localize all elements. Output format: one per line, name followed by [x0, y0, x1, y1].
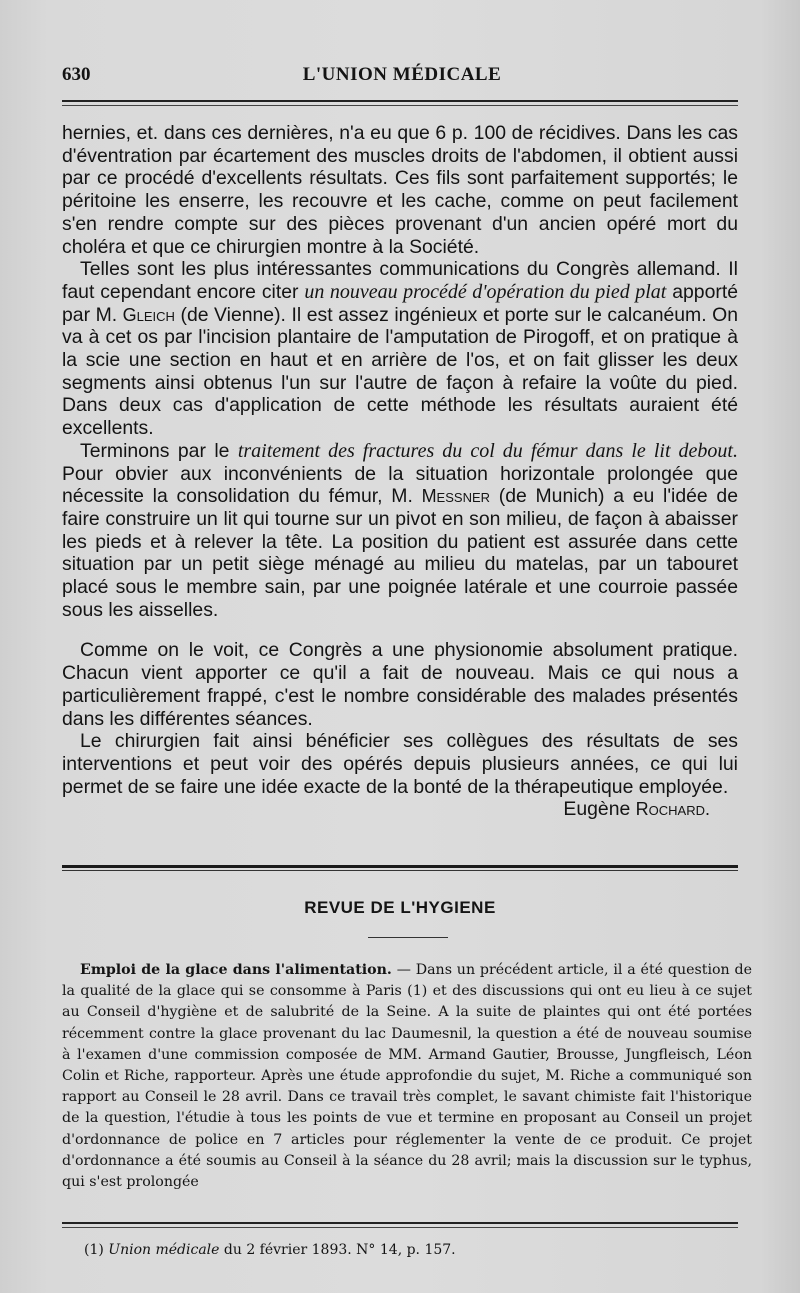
italic-title: un nouveau procédé d'opération du pied plat — [304, 280, 667, 303]
header-rule — [62, 100, 738, 102]
signature-last: Rochard. — [635, 799, 710, 820]
page-number: 630 — [62, 64, 91, 85]
footnote-source: Union médicale — [108, 1242, 220, 1258]
section-rule-thick — [62, 865, 738, 868]
page-header — [62, 64, 742, 94]
text-run: (de Vienne). Il est assez ingénieux et porte sur le calcanéum. On va à cet os par l'incision plantaire de l'amputation de Pirogoff, et on pratique à la scie une section en haut et en arrière de l'os, et on fait glisser les deux segments ainsi obtenus l'un sur l'autre de façon à refaire la voûte du pied. Dans deux cas d'application de cette méthode les résultats auraient été excellents. — [62, 303, 739, 440]
article-body: — Dans un précédent article, il a été question de la qualité de la glace qui se consomme à Paris (1) et des discussions qui ont eu lieu à ce sujet au Conseil d'hygiène et de salubrité de la Seine. A la suite de plaintes qui ont été portées récemment contre la glace provenant du lac Daumesnil, la question a été de nouveau soumise à l'examen d'une commission composée de MM. Armand Gautier, Brousse, Jungfleisch, Léon Colin et Riche, rapporteur. Après une étude approfondie du sujet, M. Riche a communiqué son rapport au Conseil le 28 avril. Dans ce travail très complet, le savant chimiste fait l'historique de la question, l'étudie à tous les points de vue et termine en proposant au Conseil un projet d'ordonnance de police en 7 articles pour réglementer la vente de ce produit. Ce projet d'ordonnance a été soumis au Conseil à la séance du 28 avril; mais la discussion sur le typhus, qui s'est prolongée — [62, 962, 753, 1191]
article-lead: Emploi de la glace dans l'alimentation. — [80, 962, 392, 978]
main-text — [62, 122, 738, 821]
paragraph-hernies: hernies, et. dans ces dernières, n'a eu que 6 p. 100 de récidives. Dans les cas d'éventration par écartement des muscles droits de l'abdomen, il obtient aussi par ce procédé d'excellents résultats. Ces fils sont parfaitement supportés; le péritoine les enserre, les recouvre et les cache, comme on peut facilement s'en rendre compte sur des pièces provenant d'un ancien opéré mort du choléra et que ce chirurgien montre à la Société. — [62, 122, 738, 258]
signature — [62, 798, 738, 821]
text-run: apporté par M. — [62, 280, 738, 326]
section-rule-thin — [62, 870, 738, 871]
footnote-rule-thin — [62, 1227, 738, 1228]
footnote-reference: du 2 février 1893. N° 14, p. 157. — [223, 1242, 456, 1258]
header-rule-thin — [62, 105, 738, 106]
text-run: (de Munich) a eu l'idée de faire construire un lit qui tourne sur un pivot en son milieu, de façon à abaisser les pieds et à relever la tête. La position du patient est assurée dans cette situation par un petit siège ménagé au milieu du matelas, par un tabouret placé sous le membre sain, par une poignée latérale et une courroie passée sous les aisselles. — [62, 485, 738, 621]
text-run: Terminons par le — [80, 439, 238, 462]
section-title-underline — [368, 937, 448, 938]
footnote-rule — [62, 1222, 738, 1224]
italic-title: traitement des fractures du col du fémur dans le lit debout. — [237, 439, 738, 462]
running-title: L'UNION MÉDICALE — [302, 64, 502, 85]
text-run: Pour obvier aux inconvénients de la situation horizontale prolongée que nécessite la consolidation du fémur, M. — [62, 462, 738, 508]
author-name: Gleich — [122, 304, 175, 325]
signature-first: Eugène — [563, 798, 631, 821]
paragraph-chirurgien: Le chirurgien fait ainsi bénéficier ses collègues des résultats de ses interventions et peut voir des opérés depuis plusieurs années, ce qui lui permet de se faire une idée exacte de la bonté de la thérapeutique employée. — [62, 730, 738, 798]
paragraph-congres — [62, 258, 738, 440]
paragraph-fractures — [62, 440, 738, 622]
text-run: Telles sont les plus intéressantes communications du Congrès allemand. Il faut cependant encore citer — [62, 258, 738, 303]
author-name: Messner — [421, 486, 491, 507]
article-text — [62, 960, 752, 1193]
article-paragraph — [62, 960, 752, 1193]
footnote-marker: (1) — [84, 1242, 104, 1258]
footnote — [84, 1242, 724, 1258]
paragraph-physionomie: Comme on le voit, ce Congrès a une physionomie absolument pratique. Chacun vient apporter ce qu'il a fait de nouveau. Mais ce qui nous a particulièrement frappé, c'est le nombre considérable des malades présentés dans les différentes séances. — [62, 639, 738, 730]
section-title: REVUE DE L'HYGIENE — [304, 898, 496, 917]
